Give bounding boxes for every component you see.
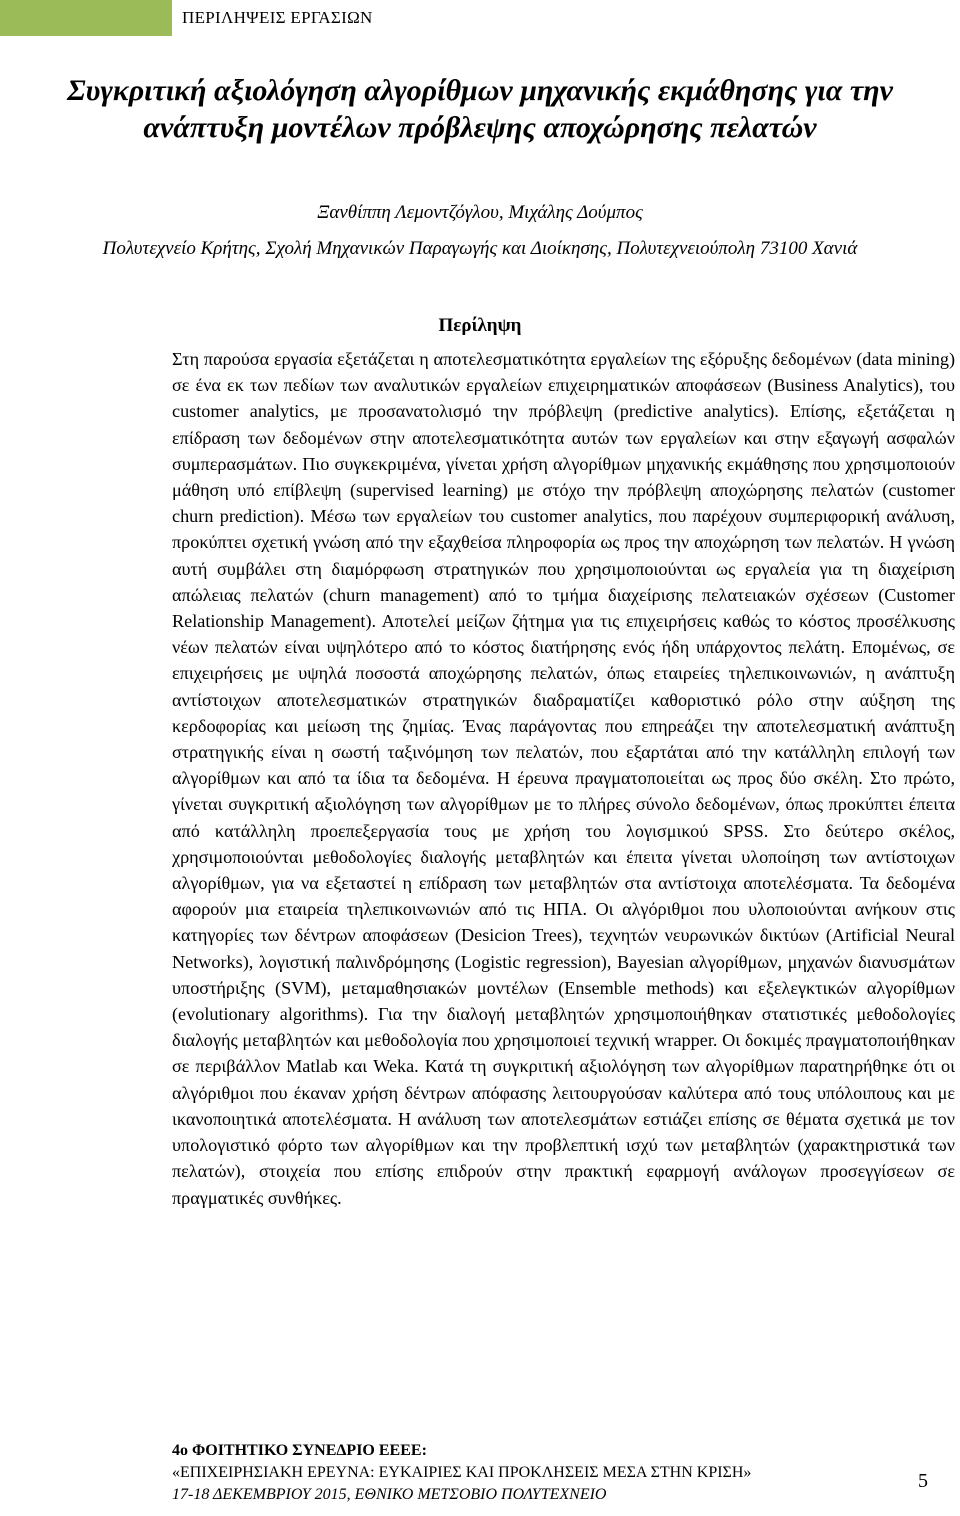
- paper-authors: Ξανθίππη Λεμοντζόγλου, Μιχάλης Δούμπος: [317, 202, 643, 223]
- header-color-band: [0, 0, 172, 36]
- running-header: [0, 0, 960, 36]
- footer-date-place: 17-18 ΔΕΚΕΜΒΡΙΟΥ 2015, ΕΘΝΙΚΟ ΜΕΤΣΟΒΙΟ ΠΟΛΥΤΕΧΝΕΙΟ: [172, 1486, 607, 1503]
- page-footer: [172, 1440, 872, 1506]
- footer-theme: «ΕΠΙΧΕΙΡΗΣΙΑΚΗ ΕΡΕΥΝΑ: ΕΥΚΑΙΡΙΕΣ ΚΑΙ ΠΡΟΚΛΗΣΕΙΣ ΜΕΣΑ ΣΤΗΝ ΚΡΙΣΗ»: [172, 1464, 752, 1481]
- abstract-heading: Περίληψη: [438, 315, 522, 336]
- footer-conference: 4ο ΦΟΙΤΗΤΙΚΟ ΣΥΝΕΔΡΙΟ ΕΕΕΕ:: [172, 1442, 427, 1459]
- abstract-body: Στη παρούσα εργασία εξετάζεται η αποτελεσματικότητα εργαλείων της εξόρυξης δεδομένων (data mining) σε ένα εκ των πεδίων των αναλυτικών εργαλείων επιχειρηματικών αποφάσεων (Business Analytics), του customer analytics, με προσανατολισμό την πρόβλεψη (predictive analytics). Επίσης, εξετάζεται η επίδραση των δεδομένων στην αποτελεσματικότητα αυτών των εργαλείων και στην εξαγωγή ασφαλών συμπερασμάτων. Πιο συγκεκριμένα, γίνεται χρήση αλγορίθμων μηχανικής εκμάθησης που χρησιμοποιούν μάθηση υπό επίβλεψη (supervised learning) με στόχο την πρόβλεψη αποχώρησης πελατών (customer churn prediction). Μέσω των εργαλείων του customer analytics, που παρέχουν συμπεριφορική ανάλυση, προκύπτει σχετική γνώση από την εξαχθείσα πληροφορία ως προς την αποχώρηση των πελατών. Η γνώση αυτή συμβάλει στη διαμόρφωση στρατηγικών που χρησιμοποιούνται ως εργαλεία για τη διαχείριση απώλειας πελατών (churn management) από το τμήμα διαχείρισης πελατειακών σχέσεων (Customer Relationship Management). Αποτελεί μείζων ζήτημα για τις επιχειρήσεις καθώς το κόστος προσέλκυσης νέων πελατών είναι υψηλότερο από το κόστος διατήρησης ενός ήδη υπάρχοντος πελάτη. Επομένως, σε επιχειρήσεις με υψηλά ποσοστά αποχώρησης πελατών, όπως εταιρείες τηλεπικοινωνιών, η ανάπτυξη αντίστοιχων αποτελεσματικών στρατηγικών διαδραματίζει καθοριστικό ρόλο στην αύξηση της κερδοφορίας και μείωση της ζημίας. Ένας παράγοντας που επηρεάζει την αποτελεσματική ανάπτυξη στρατηγικής είναι η σωστή ταξινόμηση των πελατών, που εξαρτάται από την κατάλληλη επιλογή των αλγορίθμων και από τα ίδια τα δεδομένα. Η έρευνα πραγματοποιείται ως προς δύο σκέλη. Στο πρώτο, γίνεται συγκριτική αξιολόγηση των αλγορίθμων με το πλήρες σύνολο δεδομένων, όπως προκύπτει έπειτα από κατάλληλη προεπεξεργασία τους με χρήση του λογισμικού SPSS. Στο δεύτερο σκέλος, χρησιμοποιούνται μεθοδολογίες διαλογής μεταβλητών και έπειτα γίνεται υλοποίηση των αντίστοιχων αλγορίθμων, για να εξεταστεί η επίδραση των μεταβλητών στα αντίστοιχα αποτελέσματα. Τα δεδομένα αφορούν μια εταιρεία τηλεπικοινωνιών από τις ΗΠΑ. Οι αλγόριθμοι που υλοποιούνται ανήκουν στις κατηγορίες των δέντρων αποφάσεων (Desicion Trees), τεχνητών νευρωνικών δικτύων (Artificial Neural Networks), λογιστική παλινδρόμησης (Logistic regression), Bayesian αλγορίθμων, μηχανών διανυσμάτων υποστήριξης (SVM), μεταμαθησιακών μοντέλων (Ensemble methods) και εξελεγκτικών αλγορίθμων (evolutionary algorithms). Για την διαλογή μεταβλητών χρησιμοποιήθηκαν στατιστικές μεθοδολογίες διαλογής μεταβλητών και μεθοδολογία που χρησιμοποιεί τεχνική wrapper. Οι δοκιμές πραγματοποιήθηκαν σε περιβάλλον Matlab και Weka. Κατά τη συγκριτική αξιολόγηση των αλγορίθμων παρατηρήθηκε ότι οι αλγόριθμοι που έκαναν χρήση δέντρων απόφασης λειτουργούσαν καλύτερα από τους υπόλοιπους και με ικανοποιητικά αποτελέσματα. Η ανάλυση των αποτελεσμάτων εστιάζει επίσης σε θέματα σχετικά με τον υπολογιστικό φόρτο των αλγορίθμων και την προβλεπτική ισχύ των μεταβλητών (χαρακτηριστικά των πελατών), στοιχεία που επίσης επιδρούν στην πρακτική εφαρμογή ανάλογων προσεγγίσεων σε πραγματικές συνθήκες.: [172, 349, 955, 1208]
- page-number: 5: [918, 1470, 928, 1492]
- paper-title: Συγκριτική αξιολόγηση αλγορίθμων μηχανικής εκμάθησης για την ανάπτυξη μοντέλων πρόβλεψης αποχώρησης πελατών: [67, 74, 893, 144]
- paper-affiliation: Πολυτεχνείο Κρήτης, Σχολή Μηχανικών Παραγωγής και Διοίκησης, Πολυτεχνειούπολη 73100 Χανιά: [102, 238, 858, 259]
- section-label: ΠΕΡΙΛΗΨΕΙΣ ΕΡΓΑΣΙΩΝ: [182, 8, 373, 27]
